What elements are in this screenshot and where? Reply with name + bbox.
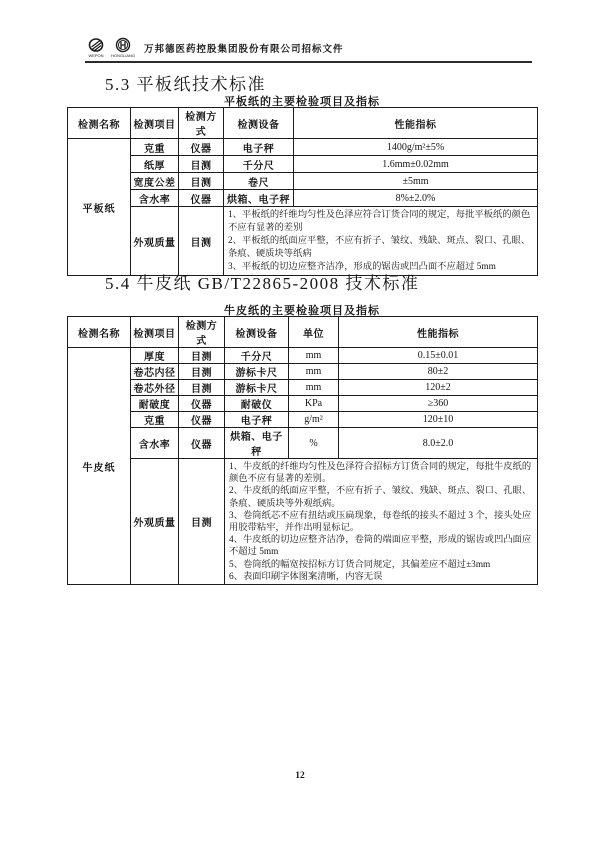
page-header — [85, 37, 532, 63]
spec-cell: 1.6mm±0.02mm — [294, 156, 538, 173]
appearance-line: 6、表面印刷字体图案清晰，内容无误 — [229, 571, 383, 582]
device-cell: 游标卡尺 — [225, 380, 289, 396]
item-cell: 纸厚 — [131, 156, 179, 173]
appearance-line: 5、卷筒纸的幅宽按招标方订货合同规定，其偏差应不超过±3mm — [229, 559, 491, 570]
col-header-spec: 性能指标 — [294, 108, 538, 139]
item-cell: 外观质量 — [131, 207, 179, 276]
table-row — [68, 173, 538, 190]
spec-cell: 120±10 — [339, 412, 538, 428]
table-row — [68, 396, 538, 412]
table-row — [68, 428, 538, 459]
device-cell: 千分尺 — [224, 156, 294, 173]
table-header-row — [68, 108, 538, 139]
device-cell: 电子秤 — [224, 139, 294, 156]
table-row — [68, 139, 538, 156]
item-cell: 克重 — [131, 412, 179, 428]
kraft-paper-table-caption: 牛皮纸的主要检验项目及指标 — [224, 305, 380, 317]
appearance-line: 3、卷筒纸芯不应有扭结或压扁现象，每卷纸的接头不超过 3 个，接头处应用胶带粘牢，并作出明显标记。 — [229, 510, 532, 534]
item-cell: 克重 — [131, 139, 179, 156]
appearance-line: 4、牛皮纸的切边应整齐洁净，卷筒的端面应平整，形成的锯齿或凹凸面应不超过 5mm — [229, 535, 532, 558]
table-row — [68, 412, 538, 428]
table-header-row — [68, 317, 538, 348]
unit-cell: mm — [289, 364, 339, 380]
flat-paper-table — [67, 107, 538, 276]
col-header-name: 检测名称 — [68, 108, 131, 139]
device-cell: 游标卡尺 — [225, 364, 289, 380]
col-header-unit: 单位 — [289, 317, 339, 348]
logo-wepon — [85, 37, 107, 58]
device-cell: 卷尺 — [224, 173, 294, 190]
unit-cell: g/m² — [289, 412, 339, 428]
spec-cell: 8.0±2.0 — [339, 428, 538, 459]
item-cell: 耐破度 — [131, 396, 179, 412]
spec-cell: 0.15±0.01 — [339, 348, 538, 364]
appearance-row — [68, 459, 538, 585]
col-header-spec: 性能指标 — [339, 317, 538, 348]
method-cell: 目测 — [179, 173, 224, 190]
appearance-line: 3、平板纸的切边应整齐洁净，形成的锯齿或凹凸面不应超过 5mm — [228, 262, 496, 272]
method-cell: 目测 — [179, 156, 224, 173]
logo-hongliang-caption: HONGLIANG — [111, 53, 136, 58]
col-header-device: 检测设备 — [225, 317, 289, 348]
logo-hongliang — [112, 37, 134, 58]
device-cell: 烘箱、电子秤 — [225, 428, 289, 459]
logo-wepon-caption: WEPON — [88, 53, 104, 58]
method-cell: 仪器 — [179, 396, 225, 412]
appearance-spec-cell — [224, 207, 538, 276]
item-cell: 厚度 — [131, 348, 179, 364]
method-cell: 仪器 — [179, 412, 225, 428]
table-row — [68, 190, 538, 207]
method-cell: 目测 — [179, 459, 225, 585]
method-cell: 仪器 — [179, 190, 224, 207]
section-5-4-heading: 5.4 牛皮纸 GB/T22865-2008 技术标准 — [105, 274, 420, 293]
unit-cell: mm — [289, 348, 339, 364]
spec-cell: ±5mm — [294, 173, 538, 190]
category-cell: 平板纸 — [68, 139, 131, 276]
logo-group — [85, 37, 134, 58]
appearance-line: 1、平板纸的纤维均匀性及色泽应符合订货合同的规定，每批平板纸的颜色不应有显著的差别 — [228, 210, 531, 233]
item-cell: 含水率 — [131, 428, 179, 459]
spec-cell: 8%±2.0% — [294, 190, 538, 207]
col-header-item: 检测项目 — [131, 108, 179, 139]
table-row — [68, 348, 538, 364]
col-header-device: 检测设备 — [224, 108, 294, 139]
item-cell: 卷芯内径 — [131, 364, 179, 380]
item-cell: 含水率 — [131, 190, 179, 207]
method-cell: 目测 — [179, 348, 225, 364]
appearance-row — [68, 207, 538, 276]
device-cell: 电子秤 — [225, 412, 289, 428]
spec-cell: ≥360 — [339, 396, 538, 412]
wepon-swirl-icon — [88, 37, 104, 53]
appearance-spec-cell — [225, 459, 538, 585]
col-header-method: 检测方式 — [179, 108, 224, 139]
item-cell: 卷芯外径 — [131, 380, 179, 396]
table-row — [68, 156, 538, 173]
method-cell: 仪器 — [179, 139, 224, 156]
unit-cell: mm — [289, 380, 339, 396]
spec-cell: 120±2 — [339, 380, 538, 396]
col-header-method: 检测方式 — [179, 317, 225, 348]
unit-cell: % — [289, 428, 339, 459]
device-cell: 烘箱、电子秤 — [224, 190, 294, 207]
appearance-line: 2、平板纸的纸面应平整，不应有折子、皱纹、残缺、斑点、裂口、孔眼、条痕、硬质块等纸病 — [228, 236, 531, 259]
appearance-line: 2、牛皮纸的纸面应平整，不应有折子、皱纹、残缺、斑点、裂口、孔眼、条痕、硬质块等外观纸病。 — [229, 486, 532, 509]
method-cell: 目测 — [179, 207, 224, 276]
company-doc-title: 万邦德医药控股集团股份有限公司招标文件 — [144, 45, 344, 55]
col-header-item: 检测项目 — [131, 317, 179, 348]
section-5-3-heading: 5.3 平板纸技术标准 — [105, 75, 266, 94]
device-cell: 千分尺 — [225, 348, 289, 364]
device-cell: 耐破仪 — [225, 396, 289, 412]
method-cell: 仪器 — [179, 428, 225, 459]
table-row — [68, 364, 538, 380]
flat-paper-table-caption: 平板纸的主要检验项目及指标 — [224, 96, 380, 108]
unit-cell: KPa — [289, 396, 339, 412]
item-cell: 宽度公差 — [131, 173, 179, 190]
page-number: 12 — [295, 771, 305, 781]
appearance-line: 1、牛皮纸的纤维均匀性及色泽符合招标方订货合同的规定，每批牛皮纸的颜色不应有显著的差别。 — [229, 462, 532, 485]
spec-cell: 1400g/m²±5% — [294, 139, 538, 156]
method-cell: 目测 — [179, 364, 225, 380]
method-cell: 目测 — [179, 380, 225, 396]
table-row — [68, 380, 538, 396]
category-cell: 牛皮纸 — [68, 348, 131, 585]
item-cell: 外观质量 — [131, 459, 179, 585]
kraft-paper-table — [67, 316, 538, 585]
circled-h-icon — [115, 37, 131, 53]
col-header-name: 检测名称 — [68, 317, 131, 348]
spec-cell: 80±2 — [339, 364, 538, 380]
